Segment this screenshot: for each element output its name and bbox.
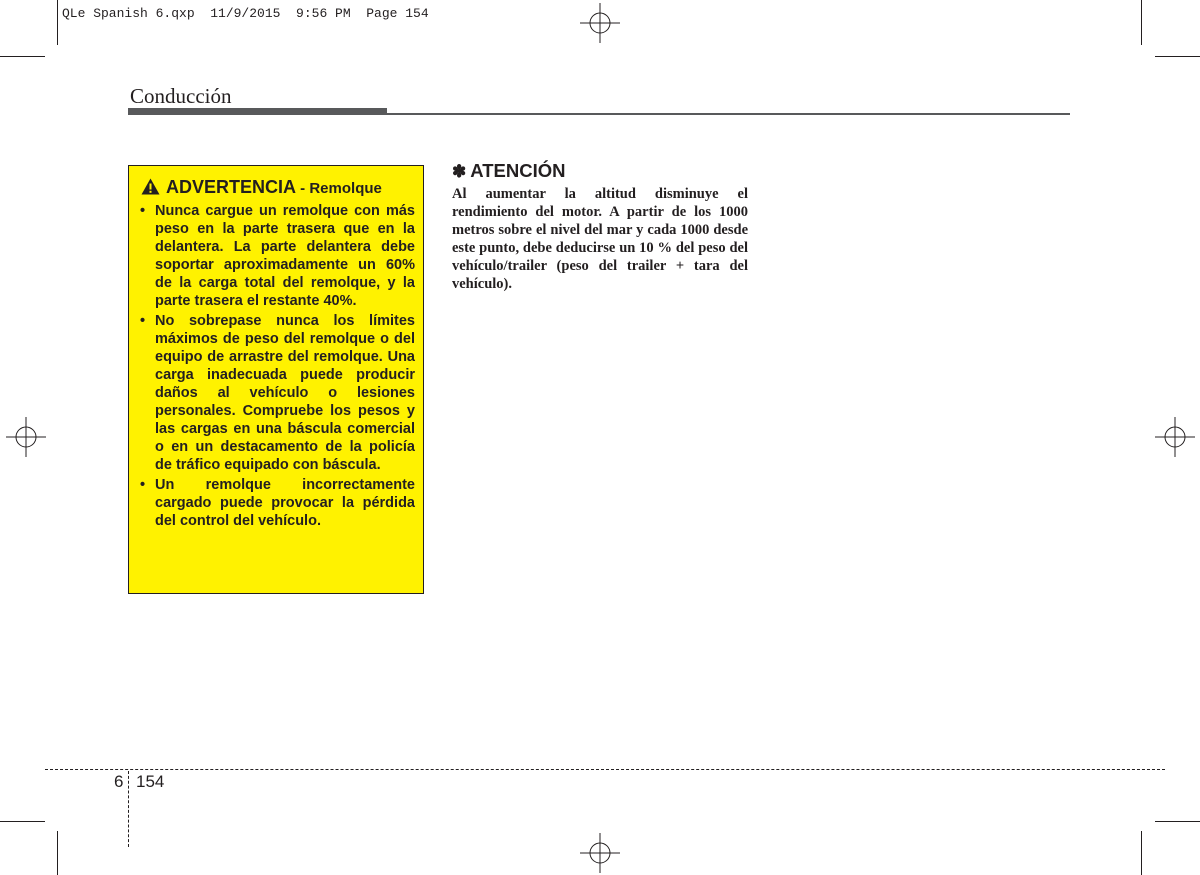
registration-target-icon bbox=[580, 833, 620, 873]
warning-item: • No sobrepase nunca los límites máximos de peso del remolque o del equipo de arrastre del remolque. Una carga inadecuada puede producir daños al vehículo o lesiones personales. Compruebe los pesos y las cargas en una báscula comercial o en un destacamento de la policía de tráfico equipado con báscula. bbox=[140, 313, 415, 473]
registration-target-icon bbox=[1155, 417, 1195, 457]
crop-mark bbox=[57, 0, 58, 45]
registration-target-icon bbox=[580, 3, 620, 43]
warning-box bbox=[128, 165, 424, 594]
warning-item-text: No sobrepase nunca los límites máximos de peso del remolque o del equipo de arrastre del remolque. Una carga inadecuada puede producir daños al vehículo o lesiones personales. Compruebe los pesos y las cargas en una báscula comercial o en un destacamento de la policía de tráfico equipado con báscula. bbox=[155, 313, 415, 473]
warning-title: ADVERTENCIA bbox=[166, 177, 297, 197]
page-number: 154 bbox=[136, 772, 165, 791]
crop-mark bbox=[1141, 831, 1142, 875]
warning-item: • Un remolque incorrectamente cargado puede provocar la pérdida del control del vehículo. bbox=[140, 477, 415, 529]
warning-triangle-icon bbox=[141, 178, 160, 195]
crop-mark bbox=[57, 831, 58, 875]
attention-title: ATENCIÓN bbox=[470, 160, 566, 181]
crop-mark bbox=[1155, 821, 1200, 822]
warning-item: • Nunca cargue un remolque con más peso en la parte trasera que en la delantera. La parte delantera debe soportar aproximadamente un 60% de la carga total del remolque, y la parte trasera el restante 40%. bbox=[140, 203, 415, 309]
crop-mark bbox=[0, 56, 45, 57]
crop-mark bbox=[1141, 0, 1142, 45]
registration-target-icon bbox=[6, 417, 46, 457]
attention-symbol: ✽ bbox=[452, 162, 467, 181]
warning-list bbox=[139, 202, 415, 532]
warning-item-text: Un remolque incorrectamente cargado puede provocar la pérdida del control del vehículo. bbox=[155, 477, 415, 529]
warning-item-text: Nunca cargue un remolque con más peso en la parte trasera que en la delantera. La parte delantera debe soportar aproximadamente un 60% de la carga total del remolque, y la parte trasera el restante 40%. bbox=[155, 203, 415, 309]
warning-heading bbox=[141, 177, 382, 198]
footer-dashed-rule bbox=[45, 769, 1165, 770]
attention-heading bbox=[452, 160, 566, 182]
crop-mark bbox=[1155, 56, 1200, 57]
warning-subtitle: - Remolque bbox=[296, 180, 382, 197]
footer-dashed-divider bbox=[128, 771, 129, 847]
print-slug: QLe Spanish 6.qxp 11/9/2015 9:56 PM Page 154 bbox=[62, 6, 429, 21]
crop-mark bbox=[0, 821, 45, 822]
attention-body: Al aumentar la altitud disminuye el rendimiento del motor. A partir de los 1000 metros sobre el nivel del mar y cada 1000 desde este punto, debe deducirse un 10 % del peso del vehículo/trailer (peso del trailer + tara del vehículo). bbox=[452, 186, 748, 292]
header-rule-thick bbox=[128, 108, 387, 115]
section-title: Conducción bbox=[130, 84, 232, 108]
header-rule-thin bbox=[387, 113, 1070, 115]
chapter-number: 6 bbox=[114, 772, 124, 791]
